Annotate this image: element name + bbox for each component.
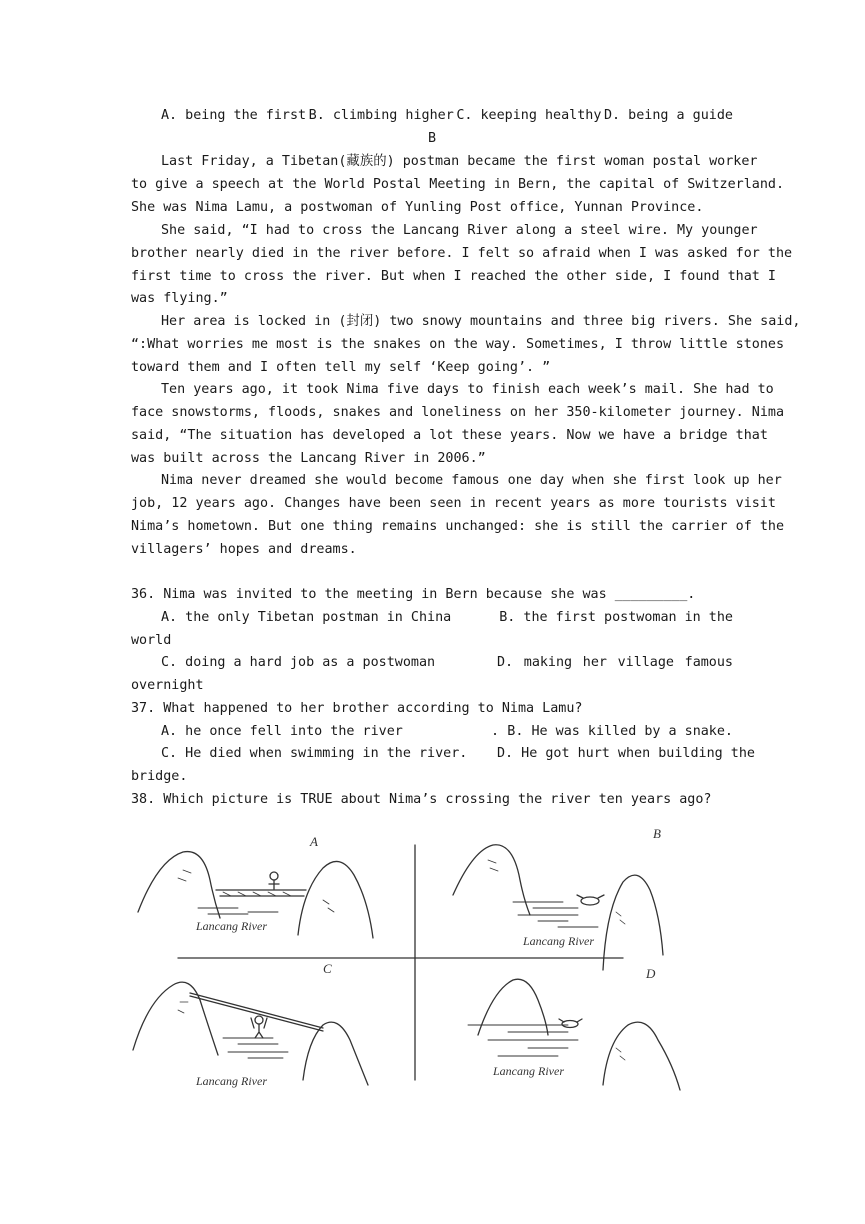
passage-line: was built across the Lancang River in 2006.” [131, 451, 486, 466]
passage-line: said, “The situation has developed a lot these years. Now we have a bridge that [131, 428, 768, 443]
passage-line: toward them and I often tell my self ‘Keep going’. ” [131, 360, 551, 375]
passage-line: She said, “I had to cross the Lancang River along a steel wire. My younger [161, 223, 758, 238]
prev-question-options [161, 104, 733, 127]
picture-b-label: B [653, 826, 661, 841]
passage-line: to give a speech at the World Postal Meeting in Bern, the capital of Switzerland. [131, 177, 785, 192]
option-d: D. being a guide [603, 108, 733, 123]
passage-line: Ten years ago, it took Nima five days to finish each week’s mail. She had to [161, 382, 774, 397]
question-36-option-d-cont: overnight [131, 678, 204, 693]
passage-line: Nima never dreamed she would become famous one day when she first look up her [161, 473, 782, 488]
picture-c [133, 982, 368, 1085]
question-36-option-a: A. the only Tibetan postman in China [161, 610, 452, 625]
picture-b-river-label: Lancang River [523, 934, 594, 948]
picture-a-label: A [310, 834, 318, 849]
question-36-stem: 36. Nima was invited to the meeting in Bern because she was _________. [131, 587, 696, 602]
option-b: B. climbing higher [308, 108, 454, 123]
passage-line: “:What worries me most is the snakes on the way. Sometimes, I throw little stones [131, 337, 785, 352]
question-37-option-d: D. He got hurt when building the [497, 746, 755, 761]
section-label: B [427, 131, 437, 146]
question-36-option-c: C. doing a hard job as a postwoman [161, 655, 436, 670]
question-37-option-c: C. He died when swimming in the river. [161, 746, 468, 761]
question-38-stem: 38. Which picture is TRUE about Nima’s crossing the river ten years ago? [131, 792, 712, 807]
picture-c-river-label: Lancang River [196, 1074, 267, 1088]
question-37-stem: 37. What happened to her brother according to Nima Lamu? [131, 701, 583, 716]
question-37-option-b: B. He was killed by a snake. [507, 724, 733, 739]
passage-line: face snowstorms, floods, snakes and loneliness on her 350-kilometer journey. Nima [131, 405, 785, 420]
passage-line: Nima’s hometown. But one thing remains unchanged: she is still the carrier of the [131, 519, 785, 534]
question-36-option-b-cont: world [131, 633, 172, 648]
passage-line: first time to cross the river. But when I reached the other side, I found that I [131, 269, 776, 284]
question-37-option-d-cont: bridge. [131, 769, 188, 784]
picture-d-river-label: Lancang River [493, 1064, 564, 1078]
picture-b [453, 845, 663, 970]
passage-line: Last Friday, a Tibetan(藏族的) postman became the first woman postal worker [161, 154, 758, 169]
question-37-option-a: A. he once fell into the river [161, 724, 403, 739]
option-a: A. being the first [161, 108, 307, 123]
question-37-option-a-dot: . [491, 724, 500, 739]
passage-line: Her area is locked in (封闭) two snowy mountains and three big rivers. She said, [161, 314, 801, 329]
passage-line: was flying.” [131, 291, 228, 306]
picture-c-label: C [323, 961, 332, 976]
passage-line: brother nearly died in the river before. I felt so afraid when I was asked for the [131, 246, 793, 261]
question-36-option-b: B. the first postwoman in the [499, 610, 733, 625]
river-crossing-pictures [128, 820, 698, 1095]
option-c: C. keeping healthy [456, 108, 602, 123]
passage-line: She was Nima Lamu, a postwoman of Yunling Post office, Yunnan Province. [131, 200, 704, 215]
picture-a-river-label: Lancang River [196, 919, 267, 933]
picture-d-label: D [646, 966, 656, 981]
question-36-option-d: D. making her village famous [497, 655, 733, 670]
passage-line: job, 12 years ago. Changes have been seen in recent years as more tourists visit [131, 496, 776, 511]
passage-line: villagers’ hopes and dreams. [131, 542, 357, 557]
